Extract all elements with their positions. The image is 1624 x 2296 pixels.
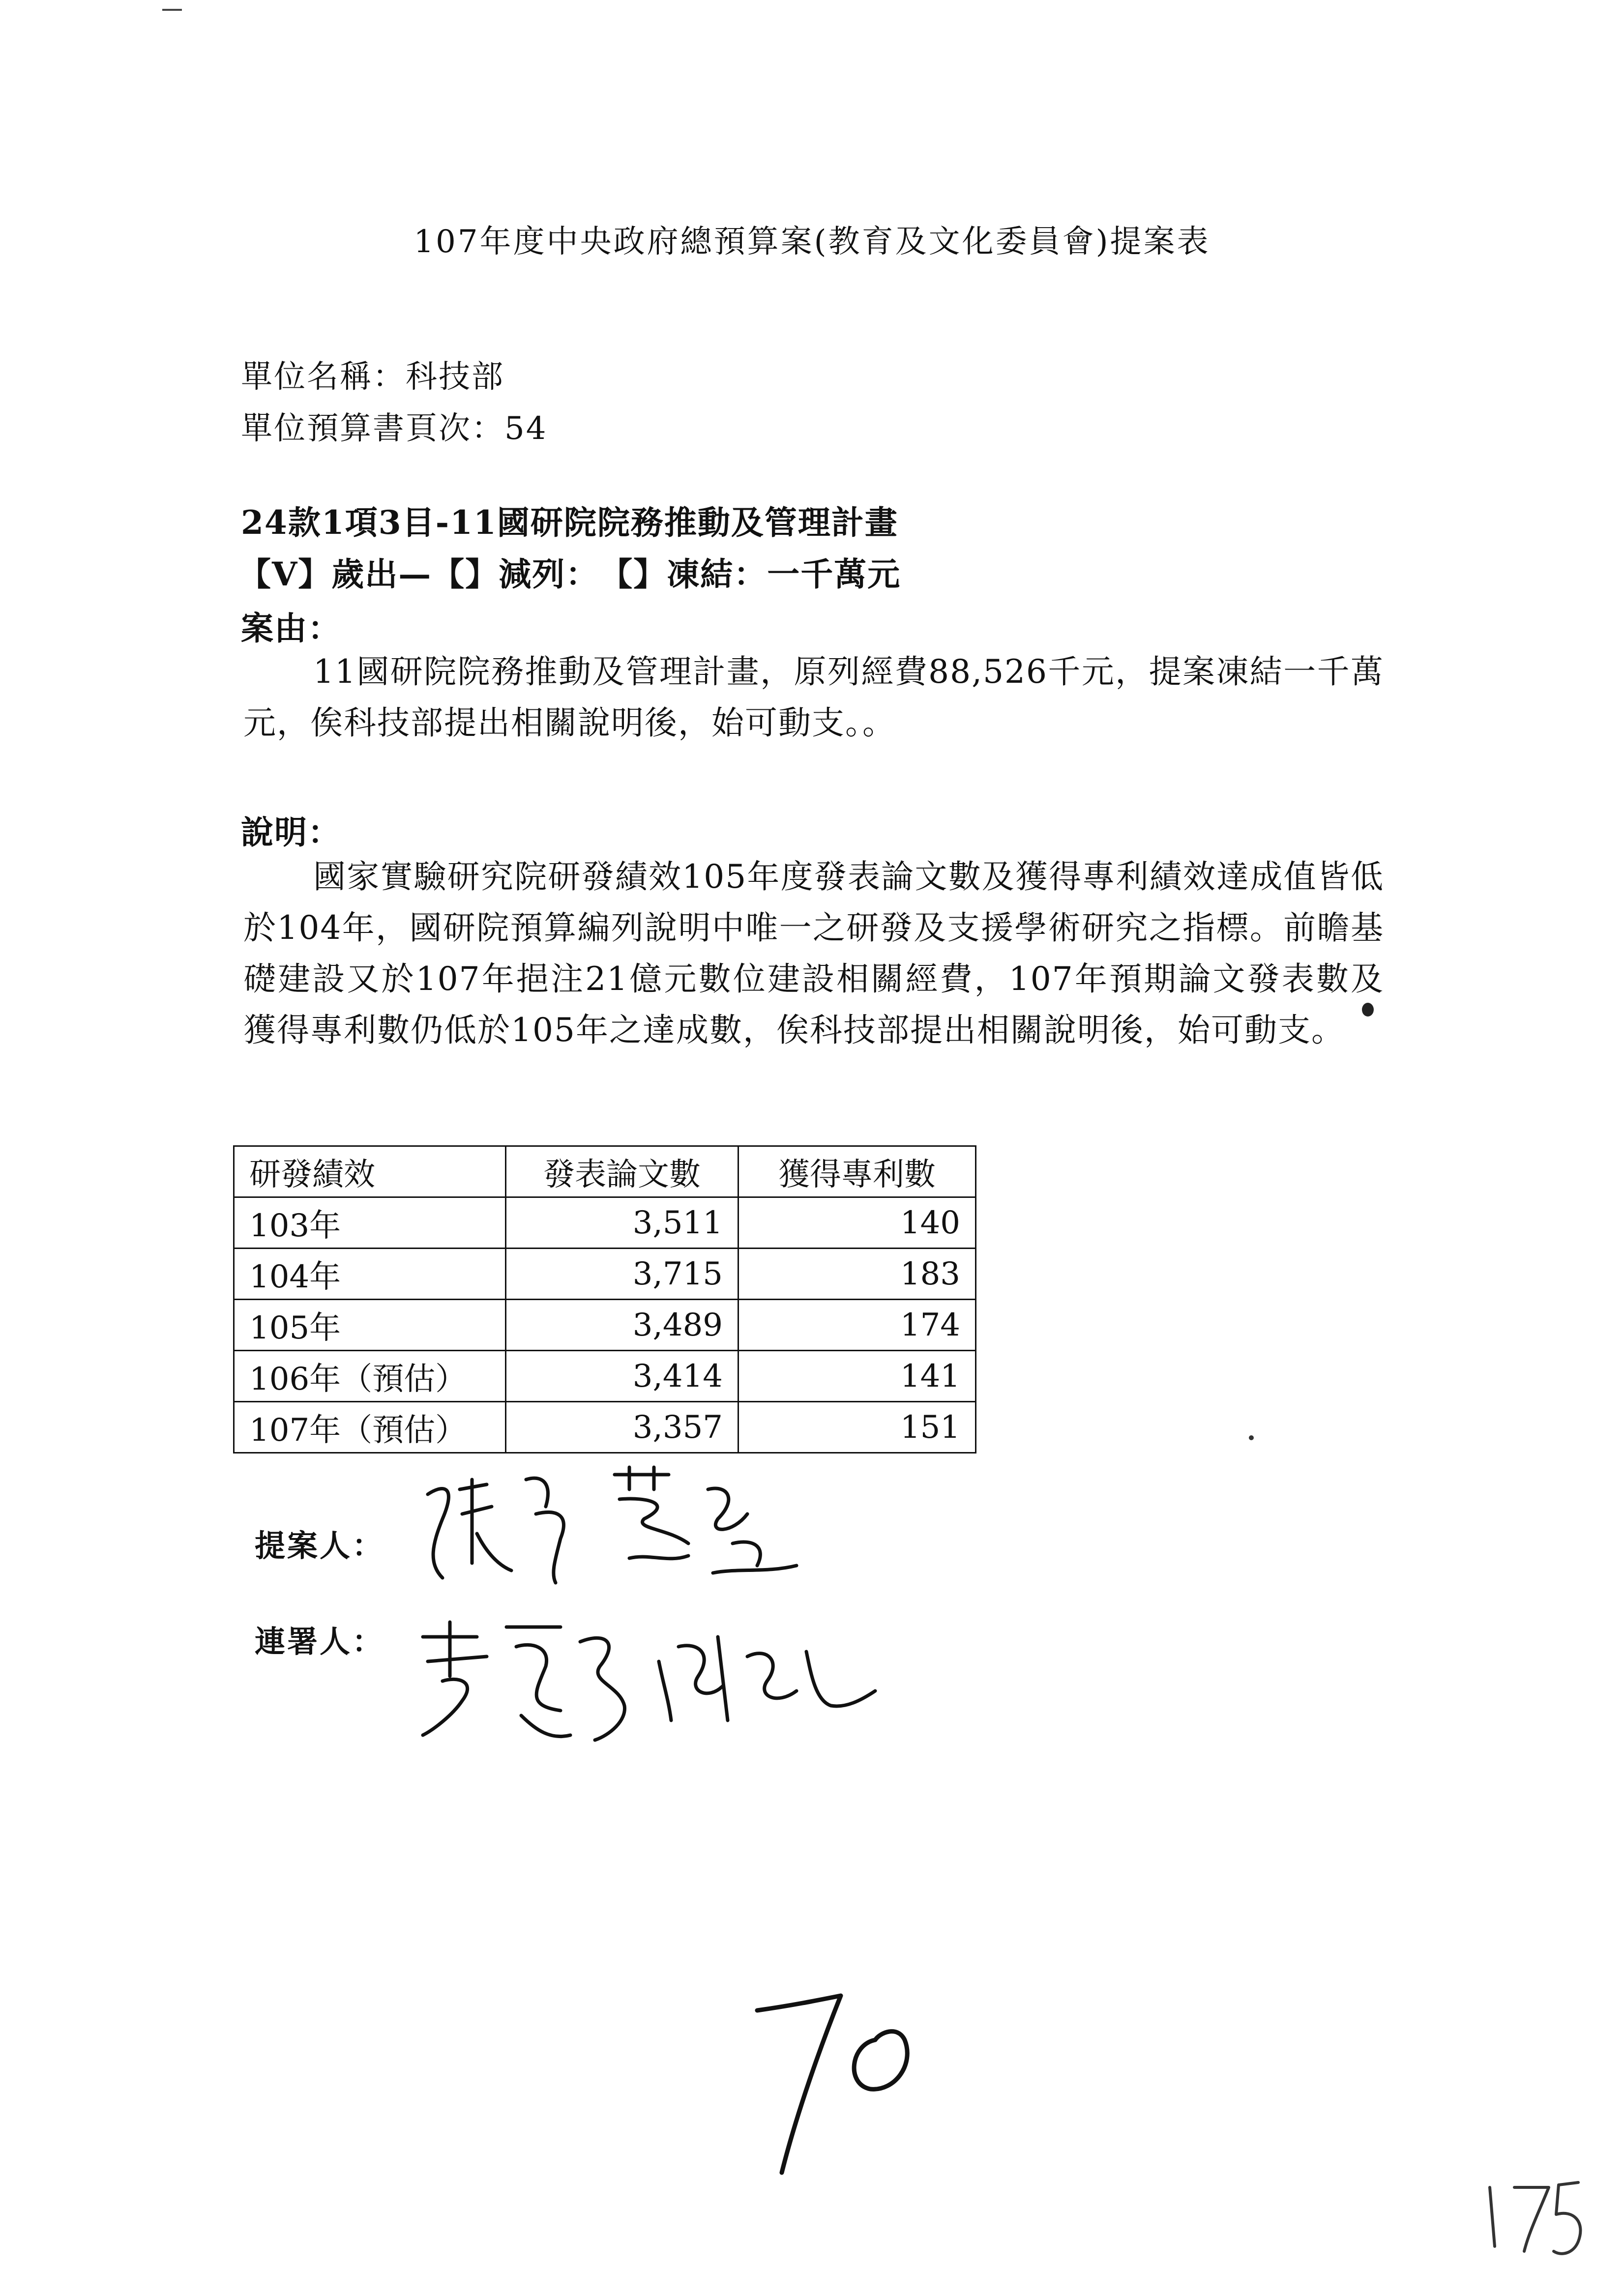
- proposer-label: 提案人：: [255, 1528, 385, 1564]
- unit-name-line: [241, 351, 504, 397]
- header-papers: 發表論文數: [506, 1146, 738, 1197]
- cosigner-label: 連署人：: [255, 1624, 385, 1659]
- budget-page-line: [241, 403, 547, 448]
- row-patents: 174: [738, 1300, 976, 1351]
- document-title: 107年度中央政府總預算案(教育及文化委員會)提案表: [413, 224, 1211, 260]
- row-year: 103年: [234, 1197, 506, 1249]
- table-row: [234, 1402, 976, 1453]
- budget-page-value: 54: [504, 410, 548, 447]
- explanation-label: 說明：: [241, 813, 341, 851]
- header-patents: 獲得專利數: [738, 1146, 976, 1197]
- row-patents: 151: [738, 1402, 976, 1453]
- row-papers: 3,715: [506, 1249, 738, 1300]
- unit-name-value: 科技部: [406, 359, 504, 395]
- row-year: 106年（預估）: [234, 1351, 506, 1402]
- row-papers: 3,489: [506, 1300, 738, 1351]
- reason-label: 案由：: [241, 609, 341, 647]
- item-heading: 24款1項3目-11國研院院務推動及管理計畫: [241, 503, 898, 542]
- budget-page-label: 單位預算書頁次：: [241, 410, 504, 447]
- handwritten-page-number: [728, 1986, 934, 2192]
- row-patents: 140: [738, 1197, 976, 1249]
- table-row: [234, 1197, 976, 1249]
- header-performance: 研發績效: [234, 1146, 506, 1197]
- explanation-paragraph: 國家實驗研究院研發績效105年度發表論文數及獲得專利績效達成值皆低於104年，國研院預算編列說明中唯一之研發及支援學術研究之指標。前瞻基礎建設又於107年挹注21億元數位建設相關經費，107年預期論文發表數及獲得專利數仍低於105年之達成數，俟科技部提出相關說明後，始可動支。: [243, 858, 1384, 1049]
- row-papers: 3,357: [506, 1402, 738, 1453]
- table-header-row: [234, 1146, 976, 1197]
- handwritten-corner-number: [1475, 2173, 1598, 2271]
- row-year: 107年（預估）: [234, 1402, 506, 1453]
- cosigner-signature: [403, 1607, 993, 1755]
- performance-table: [233, 1145, 976, 1453]
- unit-name-label: 單位名稱：: [241, 359, 406, 395]
- action-line: 【V】歲出—【】減列： 【】凍結：一千萬元: [238, 555, 901, 593]
- scan-artifact-mark: [162, 9, 182, 11]
- row-patents: 141: [738, 1351, 976, 1402]
- table-row: [234, 1351, 976, 1402]
- row-year: 105年: [234, 1300, 506, 1351]
- table-row: [234, 1300, 976, 1351]
- proposer-signature: [413, 1460, 964, 1588]
- row-papers: 3,414: [506, 1351, 738, 1402]
- table-row: [234, 1249, 976, 1300]
- row-patents: 183: [738, 1249, 976, 1300]
- reason-paragraph: 11國研院院務推動及管理計畫，原列經費88,526千元，提案凍結一千萬元，俟科技部提出相關說明後，始可動支。。: [243, 653, 1384, 742]
- ink-blot-mark: [1362, 1003, 1374, 1017]
- ink-dot-mark: [1249, 1435, 1254, 1440]
- row-papers: 3,511: [506, 1197, 738, 1249]
- row-year: 104年: [234, 1249, 506, 1300]
